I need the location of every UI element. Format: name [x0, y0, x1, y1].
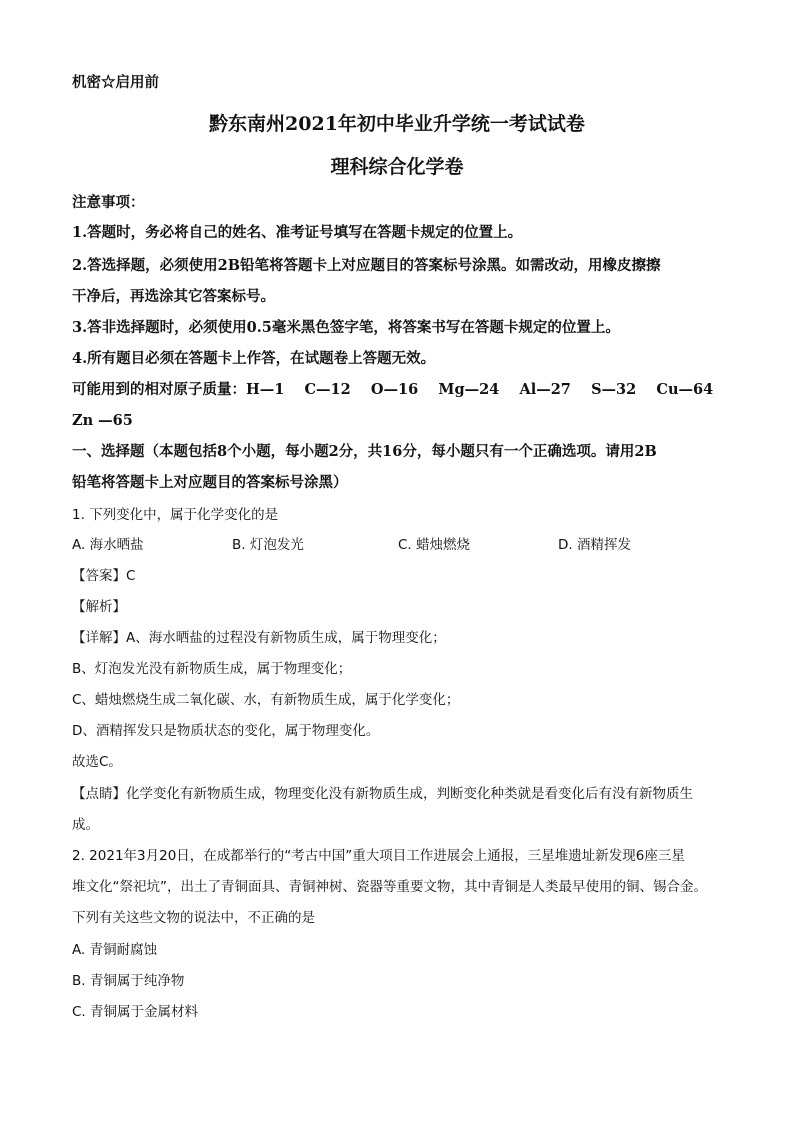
option-c: C. 蜡烛燃烧 — [398, 537, 471, 553]
notes-item: 3.答非选择题时，必须使用0.5毫米黑色签字笔，将答案书写在答题卡规定的位置上。 — [72, 319, 620, 336]
answer-line — [72, 566, 135, 586]
detail-tag: 【详解】 — [72, 630, 126, 646]
notes-item: 2.答选择题，必须使用2B铅笔将答题卡上对应题目的答案标号涂黑。如需改动，用橡皮擦擦 — [72, 257, 661, 274]
atomic-mass-line: 可能用到的相对原子质量：H—1 C—12 O—16 Mg—24 Al—27 S—32 Cu—64 — [72, 381, 714, 398]
option-b: B. 青铜属于纯净物 — [72, 973, 185, 989]
comment-text: 化学变化有新物质生成，物理变化没有新物质生成，判断变化种类就是看变化后有没有新物质生 — [126, 786, 693, 802]
detail-text: A、海水晒盐的过程没有新物质生成，属于物理变化； — [126, 630, 446, 646]
notes-heading: 注意事项： — [72, 194, 145, 211]
question-stem: 下列有关这些文物的说法中，不正确的是 — [72, 910, 315, 926]
detail-line: C、蜡烛燃烧生成二氧化碳、水，有新物质生成，属于化学变化； — [72, 692, 460, 708]
option-d: D. 酒精挥发 — [558, 537, 631, 553]
notes-item: 干净后，再选涂其它答案标号。 — [72, 288, 275, 305]
section-heading: 铅笔将答题卡上对应题目的答案标号涂黑） — [72, 474, 348, 491]
detail-line: B、灯泡发光没有新物质生成，属于物理变化； — [72, 661, 352, 677]
question-options — [72, 535, 732, 555]
confidential-label: 机密☆启用前 — [72, 74, 159, 91]
answer-value: C — [126, 568, 136, 584]
detail-line: 故选C。 — [72, 754, 122, 770]
exam-subtitle: 理科综合化学卷 — [330, 156, 464, 178]
option-c: C. 青铜属于金属材料 — [72, 1004, 199, 1020]
answer-tag: 【答案】 — [72, 568, 126, 584]
notes-item: 1.答题时，务必将自己的姓名、准考证号填写在答题卡规定的位置上。 — [72, 224, 523, 241]
option-a: A. 青铜耐腐蚀 — [72, 942, 158, 958]
option-a: A. 海水晒盐 — [72, 537, 144, 553]
detail-line — [72, 628, 446, 648]
notes-item: 4.所有题目必须在答题卡上作答，在试题卷上答题无效。 — [72, 350, 436, 367]
comment-line — [72, 784, 693, 804]
question-stem: 1. 下列变化中，属于化学变化的是 — [72, 507, 279, 523]
atomic-mass-line: Zn —65 — [72, 412, 133, 429]
analysis-tag: 【解析】 — [72, 599, 126, 615]
detail-line: D、酒精挥发只是物质状态的变化，属于物理变化。 — [72, 723, 380, 739]
section-heading: 一、选择题（本题包括8个小题，每小题2分，共16分，每小题只有一个正确选项。请用2B — [72, 443, 657, 460]
comment-line: 成。 — [72, 817, 99, 833]
exam-title: 黔东南州2021年初中毕业升学统一考试试卷 — [209, 113, 585, 135]
option-b: B. 灯泡发光 — [232, 537, 304, 553]
question-stem: 堆文化“祭祀坑”，出土了青铜面具、青铜神树、瓷器等重要文物，其中青铜是人类最早使用的铜、锡合金。 — [72, 879, 707, 895]
question-stem: 2. 2021年3月20日，在成都举行的“考古中国”重大项目工作进展会上通报，三星堆遗址新发现6座三星 — [72, 848, 685, 864]
comment-tag: 【点睛】 — [72, 786, 126, 802]
